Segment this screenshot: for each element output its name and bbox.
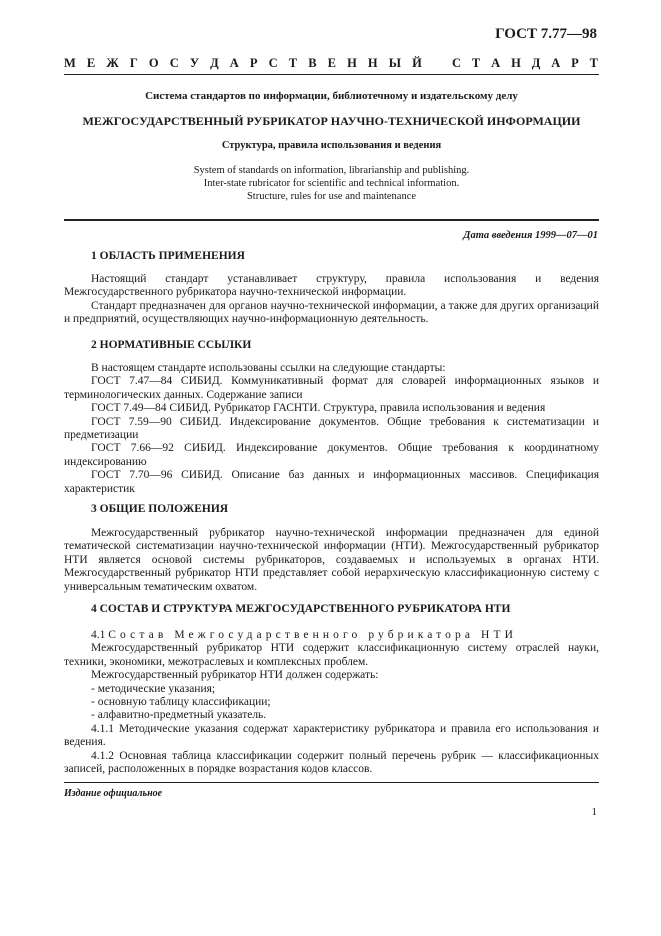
paragraph: Межгосударственный рубрикатор НТИ содержит классификационную систему отраслей науки, техники, экономики, межотраслевых и комплексных проблем. (64, 642, 599, 668)
section-general-body (64, 527, 599, 594)
banner-letter: А (551, 56, 561, 70)
section-heading-references: 2 НОРМАТИВНЫЕ ССЫЛКИ (91, 339, 252, 351)
banner-letter: Д (531, 56, 541, 70)
subsection-number: 4.1 (91, 629, 109, 641)
banner-letter: Е (86, 56, 96, 70)
banner-letter: Т (288, 56, 298, 70)
banner-word-standard (452, 56, 598, 71)
banner-letter: М (64, 56, 76, 70)
banner-letter: О (148, 56, 159, 70)
reference-item: ГОСТ 7.59—90 СИБИД. Индексирование документов. Общие требования к систематизации и предметизации (64, 415, 599, 442)
paragraph: 4.1.2 Основная таблица классификации содержит полный перечень рубрик — классификационных записей, расположенных в порядке возрастания кодов классов. (64, 749, 599, 776)
standards-series-title: Система стандартов по информации, библиотечному и издательскому делу (145, 90, 518, 102)
banner-letter: Й (412, 56, 422, 70)
standard-code: ГОСТ 7.77—98 (495, 26, 597, 42)
document-subtitle: Структура, правила использования и ведения (221, 140, 442, 151)
banner-letter: С (169, 56, 179, 70)
banner-letter: Р (571, 56, 579, 70)
banner-letter: Н (511, 56, 521, 70)
paragraph: Межгосударственный рубрикатор научно-технической информации предназначен для единой тематической систематизации научно-технической информации (НТИ). Межгосударственный рубрикатор НТИ является основой системы рубрикаторов, создаваемых и используемых в органах НТИ. Межгосударственный рубрикатор НТИ представляет собой иерархическую классификационную систему с универсальным тематическим охватом. (64, 527, 599, 593)
banner-letter: Е (327, 56, 336, 70)
banner-letter: Ж (106, 56, 119, 70)
banner-letter: Т (589, 56, 598, 70)
page-number: 1 (591, 806, 597, 818)
paragraph: Стандарт предназначен для органов научно-технической информации, а также для других организаций и предприятий, осуществляющих научно-информационную деятельность. (64, 299, 599, 326)
reference-item: ГОСТ 7.47—84 СИБИД. Коммуникативный формат для словарей информационных языков и терминологических данных. Содержание записи (64, 375, 599, 401)
official-edition-label: Издание официальное (64, 788, 163, 799)
footer-rule (64, 782, 599, 783)
reference-item: ГОСТ 7.49—84 СИБИД. Рубрикатор ГАСНТИ. Структура, правила использования и ведения (91, 402, 546, 415)
english-title-block (64, 164, 599, 203)
banner-letter: Ы (388, 56, 402, 70)
banner-letter: Г (129, 56, 138, 70)
english-title-line: Inter-state rubricator for scientific and technical information. (203, 178, 460, 189)
banner-letter: В (308, 56, 317, 70)
banner-letter: Н (347, 56, 357, 70)
section-structure-body (64, 629, 599, 776)
reference-item: ГОСТ 7.66—92 СИБИД. Индексирование документов. Общие требования к координатному индексированию (64, 442, 599, 468)
banner-letter: Н (367, 56, 378, 70)
subsection-title-text: Состав Межгосударственного рубрикатора НТИ (108, 629, 517, 641)
english-title-line: System of standards on information, librarianship and publishing. (193, 165, 470, 176)
banner-letter: А (229, 56, 239, 70)
list-item: - алфавитно-предметный указатель. (91, 709, 267, 722)
section-references-body (64, 362, 599, 496)
banner-letter: У (189, 56, 199, 70)
title-rule (64, 219, 599, 221)
banner-letter: Д (210, 56, 219, 70)
interstate-standard-banner (64, 56, 598, 71)
paragraph: 4.1.1 Методические указания содержат характеристику рубрикатора и правила его использования и ведения. (64, 722, 599, 749)
banner-letter: С (268, 56, 278, 70)
section-scope-body (64, 273, 599, 327)
list-item: - основную таблицу классификации; (91, 696, 271, 709)
banner-letter: С (452, 56, 462, 70)
section-heading-scope: 1 ОБЛАСТЬ ПРИМЕНЕНИЯ (91, 250, 245, 262)
subsection-title (64, 629, 599, 642)
list-item: - методические указания; (91, 682, 216, 695)
section-heading-structure: 4 СОСТАВ И СТРУКТУРА МЕЖГОСУДАРСТВЕННОГО РУБРИКАТОРА НТИ (91, 603, 511, 615)
english-title-line: Structure, rules for use and maintenance (246, 191, 417, 202)
banner-letter: Т (471, 56, 481, 70)
banner-letter: Р (249, 56, 258, 70)
banner-word-interstate (64, 56, 422, 71)
paragraph: Настоящий стандарт устанавливает структуру, правила использования и ведения Межгосударственного рубрикатора научно-технической информации. (64, 273, 599, 299)
paragraph: Межгосударственный рубрикатор НТИ должен содержать: (91, 669, 379, 682)
header-rule (64, 74, 599, 75)
paragraph: В настоящем стандарте использованы ссылки на следующие стандарты: (91, 362, 446, 374)
document-title: МЕЖГОСУДАРСТВЕННЫЙ РУБРИКАТОР НАУЧНО-ТЕХНИЧЕСКОЙ ИНФОРМАЦИИ (82, 114, 581, 128)
section-heading-general: 3 ОБЩИЕ ПОЛОЖЕНИЯ (91, 503, 229, 515)
reference-item: ГОСТ 7.70—96 СИБИД. Описание баз данных и информационных массивов. Спецификация характеристик (64, 469, 599, 495)
banner-letter: А (491, 56, 501, 70)
introduction-date: Дата введения 1999—07—01 (463, 230, 598, 241)
